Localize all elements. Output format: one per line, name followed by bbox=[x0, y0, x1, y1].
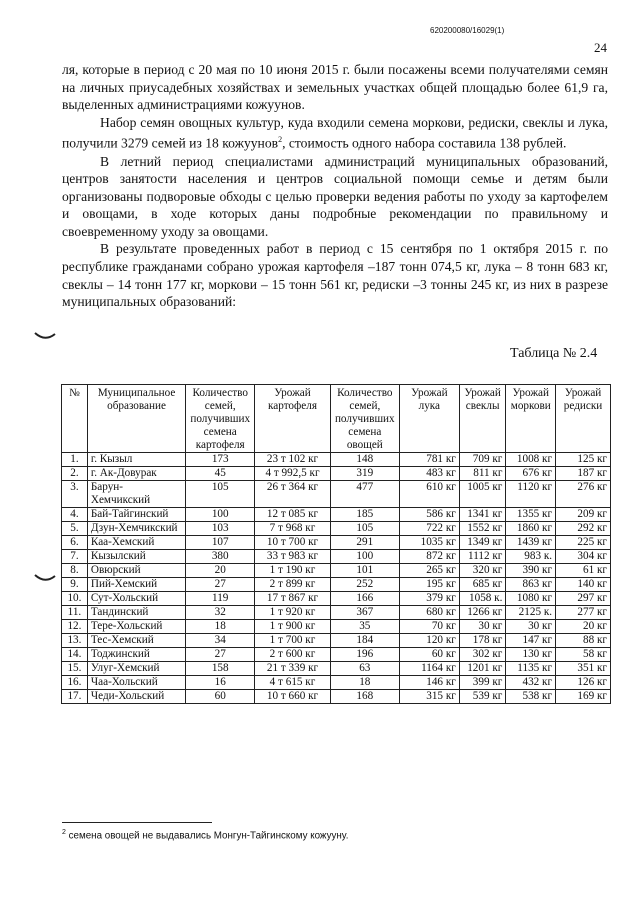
footnote bbox=[62, 829, 348, 841]
cell-potato-yield: 23 т 102 кг bbox=[255, 453, 331, 467]
cell-carrot-yield: 390 кг bbox=[506, 564, 556, 578]
cell-onion-yield: 146 кг bbox=[399, 676, 459, 690]
footnote-divider bbox=[62, 822, 212, 823]
cell-row-num: 2. bbox=[62, 467, 88, 481]
cell-beet-yield: 30 кг bbox=[459, 620, 506, 634]
header-families-potato: Количество семей, получивших семена картофеля bbox=[186, 385, 255, 453]
cell-families-potato: 34 bbox=[186, 634, 255, 648]
cell-beet-yield: 1058 к. bbox=[459, 592, 506, 606]
cell-municipality: Улуг-Хемский bbox=[87, 662, 185, 676]
cell-row-num: 11. bbox=[62, 606, 88, 620]
header-carrot: Урожай моркови bbox=[506, 385, 556, 453]
cell-onion-yield: 586 кг bbox=[399, 508, 459, 522]
table-row bbox=[62, 467, 611, 481]
header-onion: Урожай лука bbox=[399, 385, 459, 453]
cell-families-potato: 32 bbox=[186, 606, 255, 620]
paragraph-1: ля, которые в период с 20 мая по 10 июня 2015 г. были посажены всеми получателями семян на личных приусадебных хозяйствах и земельных участках общей площадью более 61,9 га, выделенных администрациями кожуунов. bbox=[62, 62, 608, 113]
table-row bbox=[62, 606, 611, 620]
cell-municipality: Сут-Хольский bbox=[87, 592, 185, 606]
header-potato: Урожай картофеля bbox=[255, 385, 331, 453]
cell-carrot-yield: 147 кг bbox=[506, 634, 556, 648]
table-header-row bbox=[62, 385, 611, 453]
footnote-marker: 2 bbox=[62, 829, 66, 836]
cell-potato-yield: 2 т 899 кг bbox=[255, 578, 331, 592]
cell-carrot-yield: 2125 к. bbox=[506, 606, 556, 620]
cell-beet-yield: 302 кг bbox=[459, 648, 506, 662]
cell-families-veg: 100 bbox=[330, 550, 399, 564]
cell-radish-yield: 61 кг bbox=[556, 564, 611, 578]
cell-potato-yield: 1 т 900 кг bbox=[255, 620, 331, 634]
cell-radish-yield: 351 кг bbox=[556, 662, 611, 676]
cell-onion-yield: 610 кг bbox=[399, 481, 459, 508]
table-row bbox=[62, 453, 611, 467]
cell-families-potato: 60 bbox=[186, 690, 255, 704]
table-row bbox=[62, 662, 611, 676]
cell-families-potato: 18 bbox=[186, 620, 255, 634]
cell-families-potato: 100 bbox=[186, 508, 255, 522]
cell-row-num: 4. bbox=[62, 508, 88, 522]
document-id: 620200080/16029(1) bbox=[430, 26, 505, 35]
cell-families-potato: 20 bbox=[186, 564, 255, 578]
cell-beet-yield: 1005 кг bbox=[459, 481, 506, 508]
cell-radish-yield: 209 кг bbox=[556, 508, 611, 522]
cell-onion-yield: 195 кг bbox=[399, 578, 459, 592]
cell-radish-yield: 88 кг bbox=[556, 634, 611, 648]
cell-families-veg: 168 bbox=[330, 690, 399, 704]
cell-onion-yield: 1035 кг bbox=[399, 536, 459, 550]
cell-row-num: 15. bbox=[62, 662, 88, 676]
cell-families-veg: 196 bbox=[330, 648, 399, 662]
cell-families-potato: 380 bbox=[186, 550, 255, 564]
cell-families-potato: 107 bbox=[186, 536, 255, 550]
cell-beet-yield: 1341 кг bbox=[459, 508, 506, 522]
table-row bbox=[62, 508, 611, 522]
table-row bbox=[62, 522, 611, 536]
cell-families-potato: 119 bbox=[186, 592, 255, 606]
cell-families-veg: 105 bbox=[330, 522, 399, 536]
cell-families-veg: 184 bbox=[330, 634, 399, 648]
cell-carrot-yield: 676 кг bbox=[506, 467, 556, 481]
cell-potato-yield: 21 т 339 кг bbox=[255, 662, 331, 676]
cell-families-potato: 173 bbox=[186, 453, 255, 467]
cell-families-veg: 166 bbox=[330, 592, 399, 606]
cell-radish-yield: 304 кг bbox=[556, 550, 611, 564]
body-text bbox=[62, 61, 608, 311]
cell-potato-yield: 7 т 968 кг bbox=[255, 522, 331, 536]
cell-potato-yield: 10 т 660 кг bbox=[255, 690, 331, 704]
cell-families-veg: 291 bbox=[330, 536, 399, 550]
cell-families-veg: 148 bbox=[330, 453, 399, 467]
header-families-veg: Количество семей, получивших семена овощей bbox=[330, 385, 399, 453]
cell-municipality: Тере-Хольский bbox=[87, 620, 185, 634]
cell-row-num: 3. bbox=[62, 481, 88, 508]
cell-potato-yield: 4 т 615 кг bbox=[255, 676, 331, 690]
table-row bbox=[62, 578, 611, 592]
cell-beet-yield: 1266 кг bbox=[459, 606, 506, 620]
cell-onion-yield: 722 кг bbox=[399, 522, 459, 536]
paragraph-2 bbox=[62, 114, 608, 153]
cell-radish-yield: 225 кг bbox=[556, 536, 611, 550]
cell-families-veg: 63 bbox=[330, 662, 399, 676]
cell-carrot-yield: 130 кг bbox=[506, 648, 556, 662]
cell-beet-yield: 178 кг bbox=[459, 634, 506, 648]
cell-carrot-yield: 1439 кг bbox=[506, 536, 556, 550]
cell-radish-yield: 140 кг bbox=[556, 578, 611, 592]
cell-municipality: Чеди-Хольский bbox=[87, 690, 185, 704]
cell-row-num: 16. bbox=[62, 676, 88, 690]
cell-families-potato: 105 bbox=[186, 481, 255, 508]
cell-municipality: Бай-Тайгинский bbox=[87, 508, 185, 522]
cell-row-num: 7. bbox=[62, 550, 88, 564]
cell-municipality: Тандинский bbox=[87, 606, 185, 620]
cell-onion-yield: 781 кг bbox=[399, 453, 459, 467]
cell-radish-yield: 20 кг bbox=[556, 620, 611, 634]
cell-radish-yield: 169 кг bbox=[556, 690, 611, 704]
table-row bbox=[62, 690, 611, 704]
cell-municipality: г. Кызыл bbox=[87, 453, 185, 467]
cell-beet-yield: 685 кг bbox=[459, 578, 506, 592]
table-row bbox=[62, 481, 611, 508]
cell-onion-yield: 265 кг bbox=[399, 564, 459, 578]
cell-families-veg: 35 bbox=[330, 620, 399, 634]
cell-onion-yield: 483 кг bbox=[399, 467, 459, 481]
cell-municipality: Кызылский bbox=[87, 550, 185, 564]
cell-carrot-yield: 1135 кг bbox=[506, 662, 556, 676]
cell-carrot-yield: 30 кг bbox=[506, 620, 556, 634]
cell-radish-yield: 58 кг bbox=[556, 648, 611, 662]
cell-carrot-yield: 1080 кг bbox=[506, 592, 556, 606]
cell-municipality: Барун-Хемчикский bbox=[87, 481, 185, 508]
cell-beet-yield: 1112 кг bbox=[459, 550, 506, 564]
cell-carrot-yield: 983 к. bbox=[506, 550, 556, 564]
cell-carrot-yield: 1355 кг bbox=[506, 508, 556, 522]
cell-onion-yield: 1164 кг bbox=[399, 662, 459, 676]
cell-row-num: 12. bbox=[62, 620, 88, 634]
cell-onion-yield: 680 кг bbox=[399, 606, 459, 620]
cell-row-num: 17. bbox=[62, 690, 88, 704]
cell-row-num: 13. bbox=[62, 634, 88, 648]
cell-families-veg: 319 bbox=[330, 467, 399, 481]
cell-radish-yield: 297 кг bbox=[556, 592, 611, 606]
cell-families-potato: 45 bbox=[186, 467, 255, 481]
cell-onion-yield: 379 кг bbox=[399, 592, 459, 606]
cell-beet-yield: 1552 кг bbox=[459, 522, 506, 536]
cell-potato-yield: 26 т 364 кг bbox=[255, 481, 331, 508]
margin-mark bbox=[34, 572, 56, 584]
cell-onion-yield: 315 кг bbox=[399, 690, 459, 704]
cell-row-num: 9. bbox=[62, 578, 88, 592]
cell-families-potato: 16 bbox=[186, 676, 255, 690]
cell-row-num: 8. bbox=[62, 564, 88, 578]
cell-beet-yield: 709 кг bbox=[459, 453, 506, 467]
table-row bbox=[62, 592, 611, 606]
paragraph-2-text: Набор семян овощных культур, куда входили семена моркови, редиски, свеклы и лука, получили 3279 семей из 18 кожуунов bbox=[62, 114, 608, 151]
footnote-ref[interactable]: 2 bbox=[278, 135, 283, 145]
cell-municipality: Тоджинский bbox=[87, 648, 185, 662]
harvest-table bbox=[61, 384, 611, 704]
header-radish: Урожай редиски bbox=[556, 385, 611, 453]
cell-onion-yield: 120 кг bbox=[399, 634, 459, 648]
cell-beet-yield: 399 кг bbox=[459, 676, 506, 690]
cell-row-num: 6. bbox=[62, 536, 88, 550]
cell-municipality: Дзун-Хемчикский bbox=[87, 522, 185, 536]
cell-municipality: Тес-Хемский bbox=[87, 634, 185, 648]
cell-families-veg: 185 bbox=[330, 508, 399, 522]
page-number: 24 bbox=[594, 40, 607, 55]
cell-municipality: г. Ак-Довурак bbox=[87, 467, 185, 481]
cell-potato-yield: 4 т 992,5 кг bbox=[255, 467, 331, 481]
cell-families-veg: 367 bbox=[330, 606, 399, 620]
cell-carrot-yield: 1008 кг bbox=[506, 453, 556, 467]
cell-potato-yield: 10 т 700 кг bbox=[255, 536, 331, 550]
cell-municipality: Овюрский bbox=[87, 564, 185, 578]
cell-carrot-yield: 432 кг bbox=[506, 676, 556, 690]
cell-potato-yield: 17 т 867 кг bbox=[255, 592, 331, 606]
cell-radish-yield: 126 кг bbox=[556, 676, 611, 690]
cell-onion-yield: 70 кг bbox=[399, 620, 459, 634]
cell-beet-yield: 1349 кг bbox=[459, 536, 506, 550]
cell-potato-yield: 1 т 190 кг bbox=[255, 564, 331, 578]
cell-beet-yield: 1201 кг bbox=[459, 662, 506, 676]
cell-municipality: Чаа-Хольский bbox=[87, 676, 185, 690]
cell-potato-yield: 1 т 920 кг bbox=[255, 606, 331, 620]
cell-potato-yield: 1 т 700 кг bbox=[255, 634, 331, 648]
cell-families-potato: 27 bbox=[186, 648, 255, 662]
cell-families-potato: 103 bbox=[186, 522, 255, 536]
cell-potato-yield: 12 т 085 кг bbox=[255, 508, 331, 522]
table-row bbox=[62, 620, 611, 634]
cell-row-num: 14. bbox=[62, 648, 88, 662]
header-beet: Урожай свеклы bbox=[459, 385, 506, 453]
cell-row-num: 5. bbox=[62, 522, 88, 536]
paragraph-2-tail: , стоимость одного набора составила 138 рублей. bbox=[282, 135, 567, 151]
cell-municipality: Каа-Хемский bbox=[87, 536, 185, 550]
cell-row-num: 1. bbox=[62, 453, 88, 467]
header-municipality: Муниципальное образование bbox=[87, 385, 185, 453]
paragraph-3: В летний период специалистами администраций муниципальных образований, центров занятости населения и центров социальной помощи семье и детям были организованы подворовые обходы с целью проверки ведения работы по уходу за картофелем и овощами, в ходе которых даны подробные рекомендации по правильному и своевременному уходу за овощами. bbox=[62, 153, 608, 239]
table-caption: Таблица № 2.4 bbox=[510, 346, 598, 361]
table-row bbox=[62, 536, 611, 550]
cell-families-veg: 252 bbox=[330, 578, 399, 592]
header-num: № bbox=[62, 385, 88, 453]
cell-carrot-yield: 538 кг bbox=[506, 690, 556, 704]
cell-beet-yield: 539 кг bbox=[459, 690, 506, 704]
cell-onion-yield: 60 кг bbox=[399, 648, 459, 662]
cell-municipality: Пий-Хемский bbox=[87, 578, 185, 592]
cell-families-veg: 18 bbox=[330, 676, 399, 690]
cell-row-num: 10. bbox=[62, 592, 88, 606]
table-row bbox=[62, 550, 611, 564]
cell-families-veg: 477 bbox=[330, 481, 399, 508]
cell-families-veg: 101 bbox=[330, 564, 399, 578]
cell-carrot-yield: 1860 кг bbox=[506, 522, 556, 536]
table-row bbox=[62, 676, 611, 690]
cell-potato-yield: 2 т 600 кг bbox=[255, 648, 331, 662]
cell-radish-yield: 277 кг bbox=[556, 606, 611, 620]
table-row bbox=[62, 648, 611, 662]
cell-radish-yield: 125 кг bbox=[556, 453, 611, 467]
table-row bbox=[62, 564, 611, 578]
cell-radish-yield: 276 кг bbox=[556, 481, 611, 508]
cell-families-potato: 27 bbox=[186, 578, 255, 592]
cell-potato-yield: 33 т 983 кг bbox=[255, 550, 331, 564]
cell-beet-yield: 320 кг bbox=[459, 564, 506, 578]
paragraph-4: В результате проведенных работ в период с 15 сентября по 1 октября 2015 г. по республике гражданами собрано урожая картофеля –187 тонн 074,5 кг, лука – 8 тонн 683 кг, свеклы – 14 тонн 177 кг, моркови – 15 тонн 561 кг, редиски –3 тонны 245 кг, из них в разрезе муниципальных образований: bbox=[62, 241, 608, 310]
cell-radish-yield: 187 кг bbox=[556, 467, 611, 481]
cell-carrot-yield: 1120 кг bbox=[506, 481, 556, 508]
cell-carrot-yield: 863 кг bbox=[506, 578, 556, 592]
cell-radish-yield: 292 кг bbox=[556, 522, 611, 536]
cell-beet-yield: 811 кг bbox=[459, 467, 506, 481]
footnote-text: семена овощей не выдавались Монгун-Тайгинскому кожууну. bbox=[68, 830, 349, 842]
margin-mark bbox=[34, 330, 56, 342]
cell-families-potato: 158 bbox=[186, 662, 255, 676]
table-row bbox=[62, 634, 611, 648]
table-body bbox=[62, 453, 611, 704]
cell-onion-yield: 872 кг bbox=[399, 550, 459, 564]
